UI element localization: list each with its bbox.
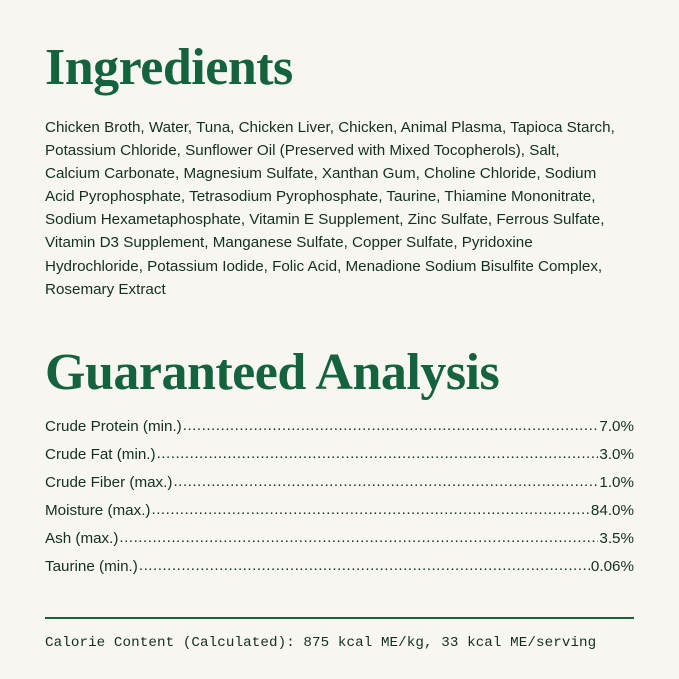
analysis-label: Taurine (min.) bbox=[45, 558, 138, 576]
analysis-row bbox=[45, 497, 634, 525]
analysis-row bbox=[45, 553, 634, 581]
analysis-label: Crude Protein (min.) bbox=[45, 418, 182, 436]
guaranteed-analysis-heading: Guaranteed Analysis bbox=[45, 343, 500, 401]
analysis-value: 3.5% bbox=[599, 530, 634, 548]
analysis-value: 3.0% bbox=[599, 446, 634, 464]
analysis-value: 7.0% bbox=[599, 418, 634, 436]
guaranteed-analysis-list bbox=[45, 413, 634, 581]
analysis-row bbox=[45, 469, 634, 497]
leader-dots bbox=[119, 529, 598, 546]
analysis-label: Ash (max.) bbox=[45, 530, 119, 548]
ingredients-heading: Ingredients bbox=[45, 39, 293, 96]
leader-dots bbox=[139, 557, 590, 574]
leader-dots bbox=[151, 501, 589, 518]
analysis-value: 84.0% bbox=[590, 502, 634, 520]
analysis-row bbox=[45, 525, 634, 553]
analysis-label: Crude Fiber (max.) bbox=[45, 474, 173, 492]
analysis-row bbox=[45, 413, 634, 441]
ingredients-text: Chicken Broth, Water, Tuna, Chicken Liver, Chicken, Animal Plasma, Tapioca Starch, Potassium Chloride, Sunflower Oil (Preserved with Mixed Tocopherols), Salt, Calcium Carbonate, Magnesium Sulfate, Xanthan Gum, Choline Chloride, Sodium Acid Pyrophosphate, Tetrasodium Pyrophosphate, Taurine, Thiamine Mononitrate, Sodium Hexametaphosphate, Vitamin E Supplement, Zinc Sulfate, Ferrous Sulfate, Vitamin D3 Supplement, Manganese Sulfate, Copper Sulfate, Pyridoxine Hydrochloride, Potassium Iodide, Folic Acid, Menadione Sodium Bisulfite Complex, Rosemary Extract bbox=[45, 119, 615, 298]
analysis-value: 1.0% bbox=[599, 474, 634, 492]
analysis-label: Crude Fat (min.) bbox=[45, 446, 156, 464]
leader-dots bbox=[157, 445, 599, 462]
leader-dots bbox=[173, 473, 598, 490]
divider bbox=[45, 617, 634, 619]
calorie-content-text: Calorie Content (Calculated): 875 kcal ME/kg, 33 kcal ME/serving bbox=[45, 634, 597, 651]
section-spacer bbox=[45, 301, 634, 347]
analysis-value: 0.06% bbox=[590, 558, 634, 576]
analysis-row bbox=[45, 441, 634, 469]
analysis-label: Moisture (max.) bbox=[45, 502, 151, 520]
leader-dots bbox=[183, 417, 599, 434]
